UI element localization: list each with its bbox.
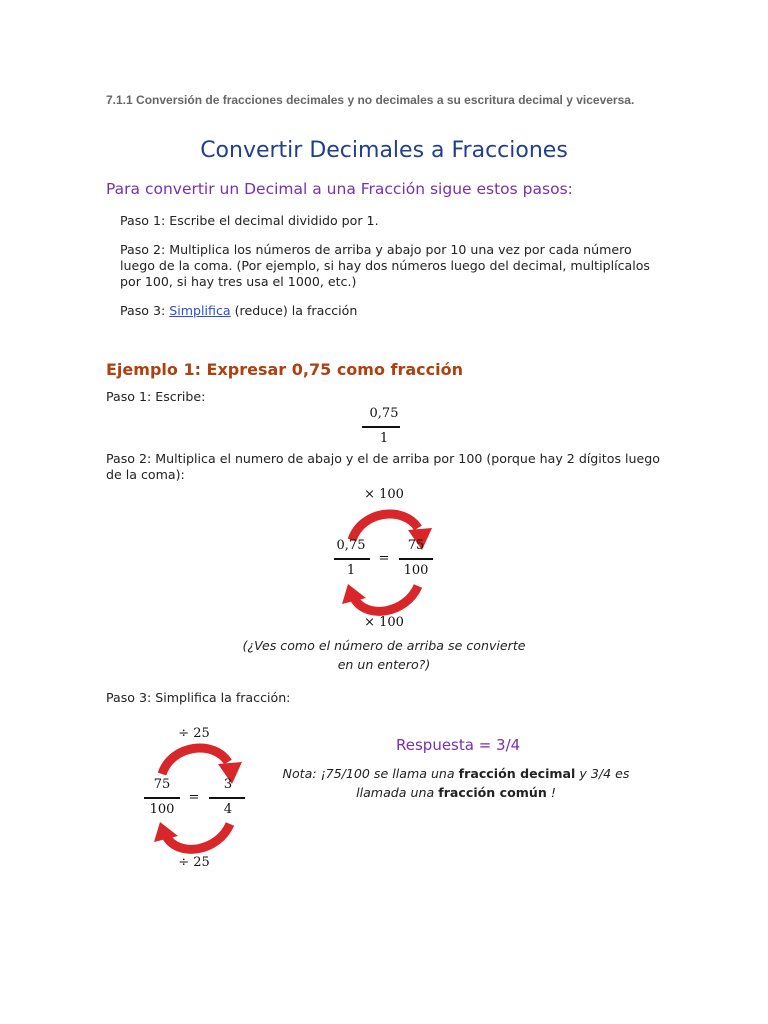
- fraction1-denominator: 1: [379, 431, 389, 446]
- example-title: Ejemplo 1: Expresar 0,75 como fracción: [106, 360, 464, 379]
- simplifica-link[interactable]: Simplifica: [169, 303, 231, 318]
- eq1-right-numerator: 75: [407, 538, 425, 553]
- step-1: Paso 1: Escribe el decimal dividido por 1.: [120, 213, 379, 228]
- step-3-suffix: (reduce) la fracción: [234, 303, 358, 318]
- eq1-left-numerator: 0,75: [336, 538, 366, 553]
- eq2-right-numerator: 3: [223, 777, 233, 792]
- example-step-1: Paso 1: Escribe:: [106, 389, 206, 404]
- eq2-left-bar: [144, 797, 180, 799]
- note-part-1: Nota: ¡75/100 se llama una: [282, 766, 455, 781]
- answer-text: Respuesta = 3/4: [396, 736, 521, 754]
- eq2-right-denominator: 4: [223, 802, 233, 817]
- step-2: Paso 2: Multiplica los números de arriba y abajo por 10 una vez por cada número luego de la coma. (Por ejemplo, si hay dos números luego del decimal, multiplícalos por 100, si hay tres usa el 1000, etc.): [120, 242, 650, 289]
- eq2-equals: =: [188, 790, 200, 805]
- section-heading: 7.1.1 Conversión de fracciones decimales y no decimales a su escritura decimal y viceversa.: [106, 93, 635, 107]
- note-part-2: y 3/4 es llamada una: [356, 766, 630, 800]
- divide-label-top: ÷ 25: [178, 726, 210, 741]
- step-3-prefix: Paso 3:: [120, 303, 166, 318]
- note-bold-1: fracción decimal: [458, 766, 576, 781]
- note-part-3: !: [550, 785, 556, 800]
- eq1-left-denominator: 1: [346, 563, 356, 578]
- eq2-right-bar: [209, 797, 245, 799]
- caption-line-2: en un entero?): [337, 657, 431, 672]
- page-title: Convertir Decimales a Fracciones: [200, 138, 568, 163]
- note-bold-2: fracción común: [438, 785, 547, 800]
- caption-line-1: (¿Ves como el número de arriba se convierte: [242, 638, 526, 653]
- example-step-2: Paso 2: Multiplica el numero de abajo y el de arriba por 100 (porque hay 2 dígitos luego de la coma):: [106, 451, 660, 482]
- intro-text: Para convertir un Decimal a una Fracción sigue estos pasos:: [106, 180, 573, 198]
- fraction1-bar: [362, 426, 400, 428]
- multiply-label-bottom: × 100: [364, 615, 404, 630]
- example-step-3: Paso 3: Simplifica la fracción:: [106, 690, 291, 705]
- fraction1-numerator: 0,75: [369, 406, 399, 421]
- step-3: [120, 303, 650, 319]
- eq1-left-bar: [334, 558, 370, 560]
- divide-label-bottom: ÷ 25: [178, 855, 210, 870]
- eq2-left-numerator: 75: [153, 777, 171, 792]
- eq1-equals: =: [378, 551, 390, 566]
- eq1-right-denominator: 100: [403, 563, 429, 578]
- multiply-label-top: × 100: [364, 487, 404, 502]
- eq2-left-denominator: 100: [149, 802, 175, 817]
- note-text: [276, 764, 636, 802]
- eq1-right-bar: [399, 558, 433, 560]
